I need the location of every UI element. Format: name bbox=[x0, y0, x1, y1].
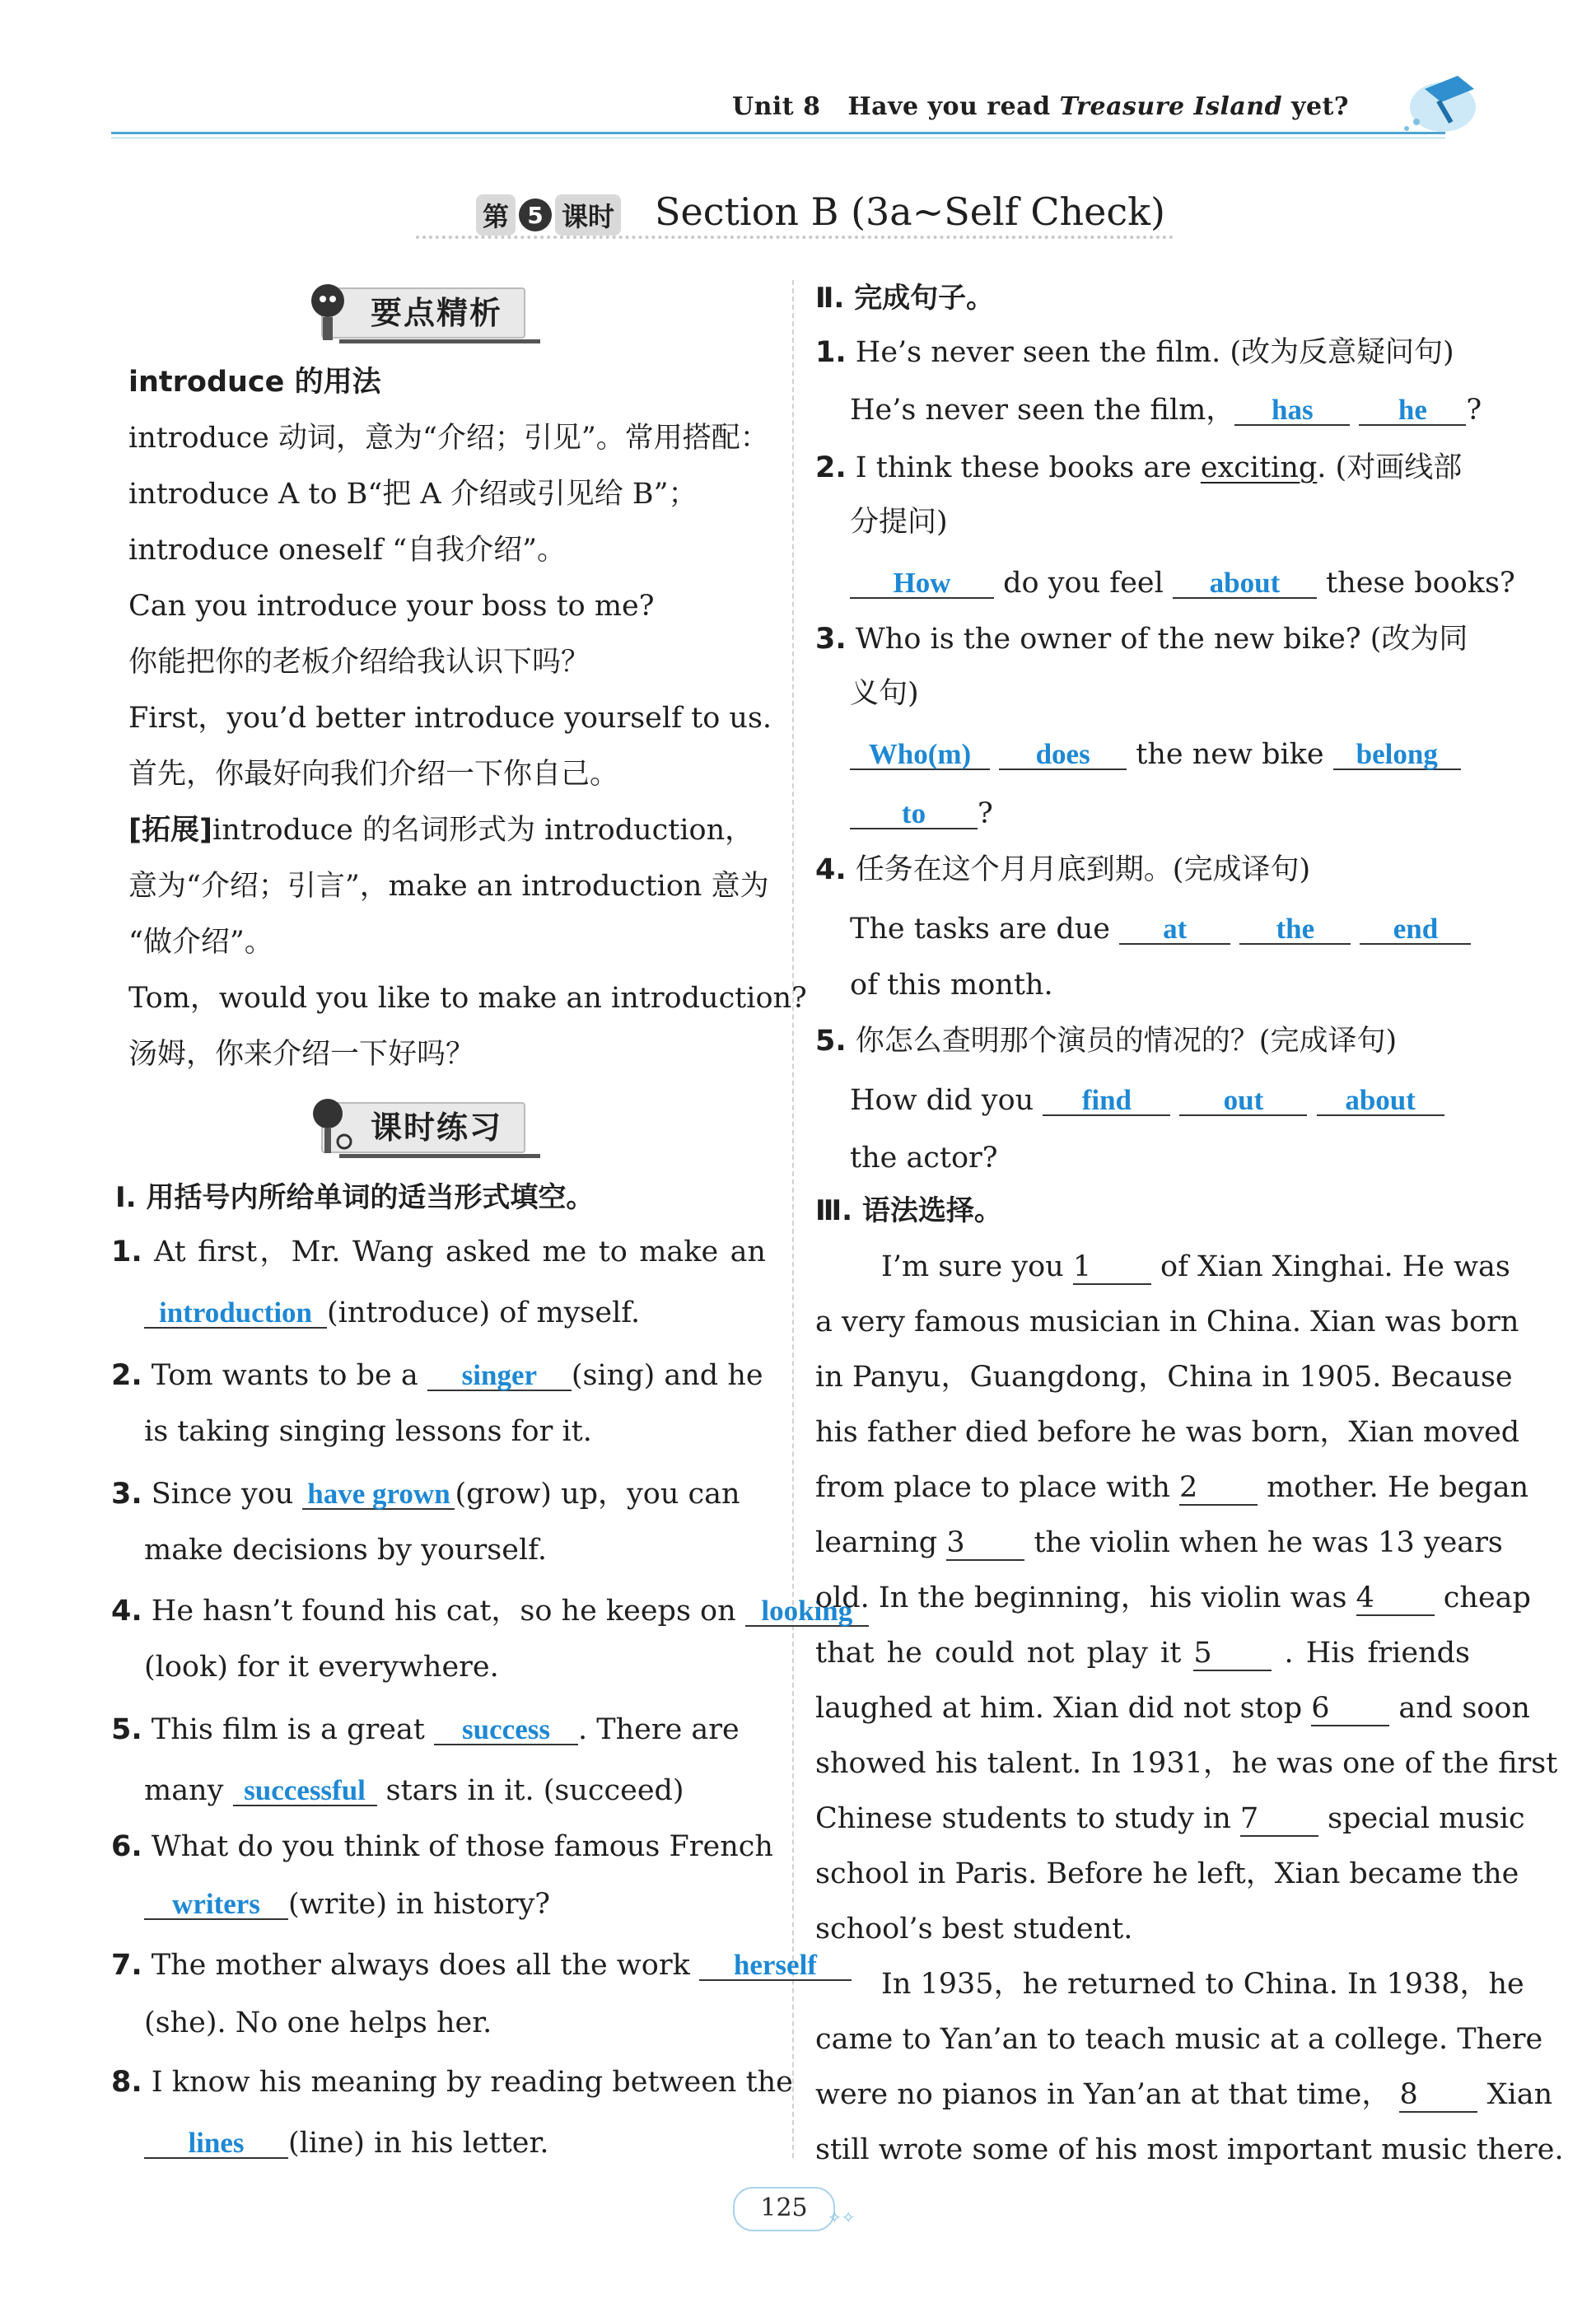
question-8 bbox=[111, 2066, 793, 2099]
s2-text-3: do you feel bbox=[1003, 567, 1164, 600]
passage-text: . His friends bbox=[1284, 1637, 1470, 1670]
q3-text: Since you bbox=[151, 1478, 294, 1511]
unit-title-prefix: Have you read bbox=[847, 92, 1060, 121]
question-number: 1. bbox=[815, 336, 847, 369]
question-3 bbox=[111, 1478, 740, 1511]
answer-blank[interactable]: about bbox=[1173, 569, 1317, 599]
page-header bbox=[0, 0, 1596, 156]
key-points-banner-label: 要点精析 bbox=[371, 295, 503, 331]
numbered-blank[interactable]: 6 bbox=[1311, 1692, 1389, 1726]
passage-text: his father died before he was born，Xian moved bbox=[815, 1416, 1520, 1449]
passage-line bbox=[881, 1968, 1524, 2001]
explanation-line: introduce A to B“把 A 介绍或引见给 B”； bbox=[128, 478, 698, 511]
s4-cont: of this month. bbox=[850, 969, 1053, 1002]
answer-blank[interactable]: singer bbox=[427, 1362, 572, 1391]
sentence-2-answer bbox=[850, 567, 1515, 600]
extension-label: [拓展] bbox=[128, 814, 212, 847]
passage-text: In 1935，he returned to China. In 1938，he bbox=[881, 1968, 1524, 2001]
explanation-line: introduce oneself “自我介绍”。 bbox=[128, 534, 567, 567]
passage-text: from place to place with bbox=[815, 1471, 1170, 1504]
passage-text: school in Paris. Before he left，Xian became the bbox=[815, 1857, 1519, 1890]
lesson-badge-number: 5 bbox=[519, 199, 552, 231]
passage-text: that he could not play it bbox=[815, 1637, 1182, 1670]
passage-text: learning bbox=[815, 1526, 938, 1559]
q2-hint: (sing) and he bbox=[571, 1359, 763, 1392]
passage-line bbox=[815, 1857, 1519, 1890]
q7-cont: (she). No one helps her. bbox=[144, 2006, 492, 2039]
answer-blank[interactable]: the bbox=[1239, 915, 1351, 945]
answer-blank[interactable]: to bbox=[850, 800, 978, 829]
question-number: 4. bbox=[111, 1595, 142, 1628]
answer-blank[interactable]: have grown bbox=[302, 1480, 455, 1510]
question-6-cont bbox=[144, 1888, 550, 1921]
question-number: 7. bbox=[111, 1949, 142, 1982]
q5-hint: stars in it. (succeed) bbox=[385, 1774, 684, 1807]
question-number: 2. bbox=[111, 1359, 142, 1392]
example-sentence: Can you introduce your boss to me? bbox=[128, 590, 655, 623]
question-number: 3. bbox=[815, 623, 847, 656]
answer-blank[interactable]: successful bbox=[233, 1777, 377, 1806]
pencil-mascot-icon bbox=[303, 278, 361, 343]
s1-text: He’s never seen the film. (改为反意疑问句) bbox=[855, 336, 1454, 369]
passage-text: old. In the beginning，his violin was bbox=[815, 1581, 1347, 1614]
numbered-blank[interactable]: 8 bbox=[1399, 2078, 1477, 2113]
answer-blank[interactable]: has bbox=[1234, 396, 1350, 426]
question-7 bbox=[111, 1949, 852, 1982]
s5-cont: the actor? bbox=[850, 1142, 998, 1175]
q2-text: Tom wants to be a bbox=[151, 1359, 418, 1392]
s4-text-2: The tasks are due bbox=[850, 913, 1111, 946]
q1-text: At first，Mr. Wang asked me to make an bbox=[154, 1236, 766, 1268]
passage-text: a very famous musician in China. Xian was born bbox=[815, 1306, 1519, 1338]
sentence-4 bbox=[815, 853, 1310, 886]
q3-cont: make decisions by yourself. bbox=[144, 1534, 547, 1567]
passage-text: laughed at him. Xian did not stop bbox=[815, 1692, 1303, 1725]
s3-text-2: the new bike bbox=[1136, 738, 1324, 771]
q5-text: This film is a great bbox=[151, 1713, 425, 1746]
q8-hint: (line) in his letter. bbox=[288, 2127, 549, 2160]
extension-line bbox=[128, 814, 754, 847]
question-number: 2. bbox=[815, 451, 847, 484]
answer-blank[interactable]: Who(m) bbox=[850, 740, 990, 770]
graduation-pencil-icon bbox=[1392, 58, 1482, 140]
q8-text: I know his meaning by reading between the bbox=[151, 2066, 793, 2099]
passage-line bbox=[815, 1526, 1503, 1561]
question-number: 1. bbox=[111, 1236, 142, 1268]
s2-cont: 分提问) bbox=[850, 506, 948, 539]
q5-text-2: . There are bbox=[578, 1713, 740, 1746]
sentence-3-answer bbox=[850, 738, 1461, 771]
passage-line bbox=[815, 1802, 1525, 1837]
passage-text: were no pianos in Yan’an at that time， bbox=[815, 2078, 1391, 2111]
key-points-banner bbox=[321, 284, 525, 342]
question-1 bbox=[111, 1236, 766, 1268]
passage-text: special music bbox=[1328, 1802, 1525, 1835]
unit-title bbox=[732, 92, 1349, 121]
question-number: 6. bbox=[111, 1830, 142, 1863]
passage-line bbox=[815, 2023, 1543, 2056]
s3-text: Who is the owner of the new bike? (改为同 bbox=[855, 623, 1468, 656]
question-8-cont bbox=[144, 2127, 549, 2160]
s3-cont: 义句) bbox=[850, 677, 919, 710]
explanation-line: introduce 动词，意为“介绍；引见”。常用搭配： bbox=[128, 422, 769, 455]
q2-cont: is taking singing lessons for it. bbox=[144, 1415, 592, 1448]
answer-blank[interactable]: herself bbox=[699, 1951, 852, 1981]
s1-end: ? bbox=[1466, 394, 1482, 427]
q3-hint: (grow) up，you can bbox=[455, 1478, 740, 1511]
example-sentence: First，you’d better introduce yourself to us. bbox=[128, 702, 772, 735]
extension-line: “做介绍”。 bbox=[128, 926, 273, 959]
passage-line bbox=[815, 1692, 1530, 1726]
sentence-3 bbox=[815, 623, 1468, 656]
answer-blank[interactable]: about bbox=[1317, 1086, 1444, 1116]
s3-end: ? bbox=[978, 797, 993, 830]
underlined-word: exciting bbox=[1200, 451, 1318, 484]
passage-line bbox=[815, 1416, 1520, 1449]
question-5-cont bbox=[144, 1774, 684, 1807]
sentence-4-answer bbox=[850, 913, 1471, 946]
example-translation: 汤姆，你来介绍一下好吗？ bbox=[128, 1038, 475, 1071]
answer-blank[interactable]: belong bbox=[1333, 740, 1461, 770]
header-rule bbox=[111, 132, 1445, 134]
sentence-5-answer bbox=[850, 1084, 1444, 1117]
part-3-title: Ⅲ. 语法选择。 bbox=[815, 1194, 1002, 1227]
question-2 bbox=[111, 1359, 763, 1392]
part-1-title: Ⅰ. 用括号内所给单词的适当形式填空。 bbox=[115, 1181, 595, 1214]
passage-text: the violin when he was 13 years bbox=[1034, 1526, 1503, 1559]
part-2-title: Ⅱ. 完成句子。 bbox=[815, 282, 995, 315]
question-number: 3. bbox=[111, 1478, 142, 1511]
s5-text: 你怎么查明那个演员的情况的？(完成译句) bbox=[855, 1025, 1398, 1058]
section-title: Section B (3a~Self Check) bbox=[655, 189, 1165, 234]
question-number: 5. bbox=[815, 1025, 847, 1058]
question-4 bbox=[111, 1595, 869, 1628]
answer-blank[interactable]: find bbox=[1043, 1086, 1170, 1116]
answer-blank[interactable]: looking bbox=[745, 1597, 869, 1627]
lesson-badge-label-2: 课时 bbox=[555, 194, 621, 236]
passage-line bbox=[815, 1913, 1132, 1946]
sentence-5 bbox=[815, 1025, 1397, 1058]
passage-line bbox=[815, 1747, 1558, 1780]
practice-banner bbox=[321, 1099, 525, 1156]
passage-text: school’s best student. bbox=[815, 1913, 1133, 1946]
answer-blank[interactable]: end bbox=[1360, 915, 1471, 945]
page-number: 125 bbox=[733, 2187, 835, 2231]
answer-blank[interactable]: he bbox=[1359, 396, 1466, 426]
example-translation: 你能把你的老板介绍给我认识下吗？ bbox=[128, 646, 590, 679]
q6-hint: (write) in history? bbox=[288, 1888, 551, 1921]
question-number: 5. bbox=[111, 1713, 142, 1746]
question-5 bbox=[111, 1713, 740, 1746]
answer-blank[interactable]: introduction bbox=[144, 1299, 327, 1329]
answer-blank[interactable]: How bbox=[850, 569, 994, 599]
numbered-blank[interactable]: 3 bbox=[946, 1526, 1024, 1561]
passage-text: of Xian Xinghai. He was bbox=[1160, 1250, 1510, 1283]
passage-line bbox=[815, 2133, 1564, 2166]
passage-text: in Panyu，Guangdong，China in 1905. Because bbox=[815, 1361, 1513, 1394]
star-decoration-icon: ✧✧ bbox=[828, 2207, 856, 2227]
passage-text: Chinese students to study in bbox=[815, 1802, 1231, 1835]
q6-text: What do you think of those famous French bbox=[151, 1830, 773, 1863]
numbered-blank[interactable]: 5 bbox=[1193, 1637, 1272, 1671]
example-translation: 首先，你最好向我们介绍一下你自己。 bbox=[128, 758, 619, 791]
passage-line bbox=[815, 1471, 1529, 1506]
passage-line bbox=[815, 1361, 1513, 1394]
passage-text: showed his talent. In 1931，he was one of the first bbox=[815, 1747, 1558, 1780]
s4-text: 任务在这个月月底到期。(完成译句) bbox=[855, 853, 1311, 886]
lesson-badge bbox=[476, 196, 621, 234]
passage-text: came to Yan’an to teach music at a college. There bbox=[815, 2023, 1543, 2056]
question-number: 4. bbox=[815, 853, 847, 886]
passage-text: mother. He began bbox=[1267, 1471, 1529, 1504]
banner-underline bbox=[339, 1154, 540, 1158]
unit-number: Unit 8 bbox=[731, 92, 821, 121]
extension-line: 意为“介绍；引言”，make an introduction 意为 bbox=[128, 870, 769, 903]
passage-line bbox=[815, 1637, 1470, 1671]
passage-line bbox=[815, 1306, 1519, 1338]
banner-underline bbox=[339, 339, 540, 343]
passage-line bbox=[881, 1250, 1510, 1285]
title-dotted-rule bbox=[416, 236, 1174, 239]
extension-text: introduce 的名词形式为 introduction， bbox=[212, 814, 754, 847]
sentence-1 bbox=[815, 336, 1454, 369]
question-6 bbox=[111, 1830, 773, 1863]
numbered-blank[interactable]: 1 bbox=[1073, 1250, 1151, 1285]
q4-cont: (look) for it everywhere. bbox=[144, 1651, 499, 1684]
s2-text-2: . (对画线部 bbox=[1317, 451, 1463, 484]
passage-text: Xian bbox=[1486, 2078, 1553, 2111]
practice-banner-label: 课时练习 bbox=[371, 1109, 503, 1146]
question-1-cont bbox=[144, 1296, 640, 1329]
question-number: 8. bbox=[111, 2066, 142, 2099]
sentence-3-answer-2 bbox=[850, 797, 993, 830]
answer-blank[interactable]: out bbox=[1179, 1086, 1307, 1116]
sentence-1-answer bbox=[850, 394, 1482, 427]
passage-text: still wrote some of his most important music there. bbox=[815, 2133, 1564, 2166]
q5-text-3: many bbox=[144, 1774, 224, 1807]
passage-text: I’m sure you bbox=[881, 1250, 1064, 1283]
unit-title-suffix: yet? bbox=[1282, 92, 1349, 121]
passage-text: cheap bbox=[1443, 1581, 1531, 1614]
q1-hint: (introduce) of myself. bbox=[327, 1296, 641, 1329]
q4-text: He hasn’t found his cat，so he keeps on bbox=[151, 1595, 736, 1628]
q7-text: The mother always does all the work bbox=[151, 1949, 690, 1982]
s1-text-2: He’s never seen the film， bbox=[850, 394, 1235, 427]
answer-blank[interactable]: does bbox=[999, 740, 1127, 770]
microphone-mascot-icon bbox=[303, 1092, 361, 1158]
answer-blank[interactable]: writers bbox=[144, 1890, 288, 1920]
unit-title-book: Treasure Island bbox=[1059, 92, 1283, 121]
key-point-heading: introduce 的用法 bbox=[128, 366, 381, 399]
numbered-blank[interactable]: 2 bbox=[1179, 1471, 1258, 1506]
sentence-2 bbox=[815, 451, 1462, 484]
column-divider bbox=[792, 280, 794, 2158]
numbered-blank[interactable]: 4 bbox=[1356, 1581, 1435, 1616]
answer-blank[interactable]: lines bbox=[144, 2129, 288, 2159]
s2-text-4: these books? bbox=[1326, 567, 1515, 600]
numbered-blank[interactable]: 7 bbox=[1240, 1802, 1318, 1837]
answer-blank[interactable]: success bbox=[434, 1716, 578, 1745]
lesson-badge-label: 第 bbox=[476, 194, 516, 236]
example-sentence: Tom，would you like to make an introduction? bbox=[128, 982, 807, 1015]
s2-text: I think these books are bbox=[855, 451, 1192, 484]
passage-line bbox=[815, 2078, 1553, 2113]
passage-line bbox=[815, 1581, 1531, 1616]
passage-text: and soon bbox=[1398, 1692, 1530, 1725]
s5-text-2: How did you bbox=[850, 1084, 1034, 1117]
answer-blank[interactable]: at bbox=[1119, 915, 1230, 945]
